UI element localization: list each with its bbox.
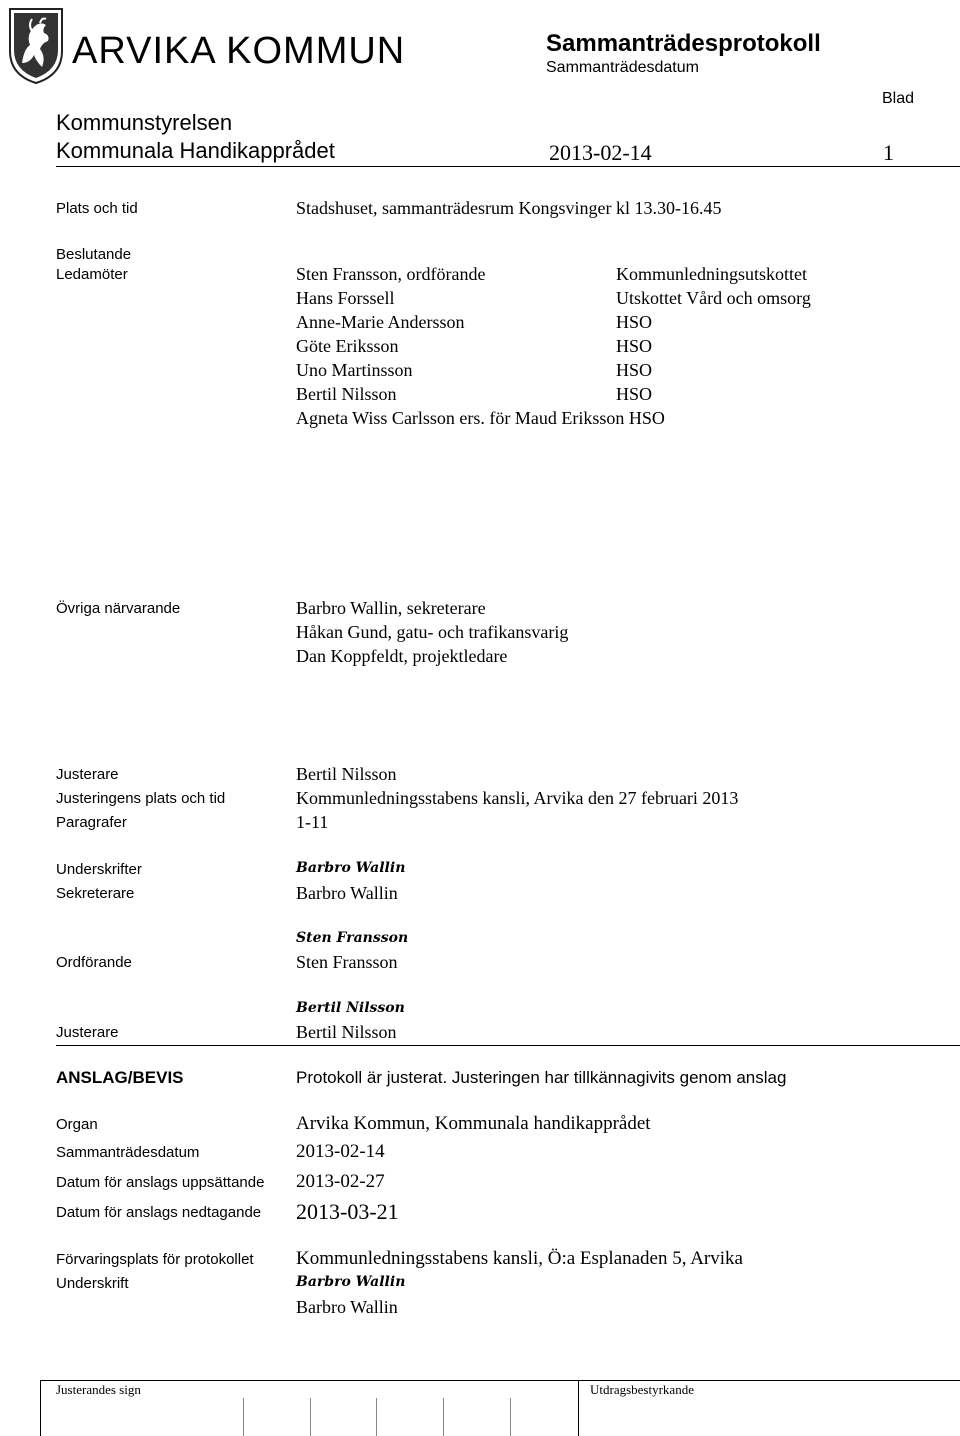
notice-statement: Protokoll är justerat. Justeringen har tillkännagivits genom anslag: [296, 1068, 787, 1087]
others-label: Övriga närvarande: [56, 600, 181, 617]
document-title: Sammanträdesprotokoll: [546, 30, 821, 57]
adjustment-place-label: Justeringens plats och tid: [56, 790, 226, 807]
member-name: Uno Martinsson: [296, 360, 413, 380]
deciding-label: Beslutande: [56, 246, 132, 263]
other-attendee: Dan Koppfeldt, projektledare: [296, 646, 508, 666]
member-org: HSO: [616, 336, 653, 356]
chair-name: Sten Fransson: [296, 952, 398, 972]
signature-label: Underskrift: [56, 1275, 129, 1292]
member-org: HSO: [616, 384, 653, 404]
substitute-member: Agneta Wiss Carlsson ers. för Maud Eriksson HSO: [296, 408, 665, 428]
adjuster-label: Justerare: [56, 766, 119, 783]
member-name: Sten Fransson, ordförande: [296, 264, 486, 284]
initials-label: Justerandes sign: [56, 1382, 141, 1397]
removed-label: Datum för anslags nedtagande: [56, 1204, 262, 1221]
member-name: Bertil Nilsson: [296, 384, 397, 404]
sheet-number: 1: [883, 140, 894, 165]
initials-box-divider: [310, 1398, 311, 1436]
extract-box-border: [578, 1380, 579, 1436]
notice-meeting-date-value: 2013-02-14: [296, 1141, 385, 1162]
paragraphs-value: 1-11: [296, 812, 329, 832]
member-name: Göte Eriksson: [296, 336, 399, 356]
crest-icon: [6, 5, 66, 85]
posted-value: 2013-02-27: [296, 1171, 385, 1192]
notice-signature-name: Barbro Wallin: [296, 1297, 398, 1317]
adjustment-place-value: Kommunledningsstabens kansli, Arvika den 27 februari 2013: [296, 788, 739, 808]
member-name: Anne-Marie Andersson: [296, 312, 465, 332]
member-org: HSO: [616, 312, 653, 332]
chair-label: Ordförande: [56, 954, 132, 971]
initials-box-divider: [510, 1398, 511, 1436]
other-attendee: Håkan Gund, gatu- och trafikansvarig: [296, 622, 569, 642]
initials-box-divider: [443, 1398, 444, 1436]
other-attendee: Barbro Wallin, sekreterare: [296, 598, 486, 618]
adjuster-value: Bertil Nilsson: [296, 764, 397, 784]
signature-adjuster-name: Bertil Nilsson: [296, 1022, 397, 1042]
removed-value: 2013-03-21: [296, 1199, 399, 1224]
meeting-date: 2013-02-14: [549, 140, 652, 165]
storage-label: Förvaringsplats för protokollet: [56, 1251, 254, 1268]
member-org: HSO: [616, 360, 653, 380]
organ-label: Organ: [56, 1116, 98, 1133]
members-label: Ledamöter: [56, 266, 128, 283]
footer-divider: [40, 1380, 960, 1381]
adjuster-signature: Bertil Nilsson: [296, 1000, 405, 1016]
member-name: Hans Forssell: [296, 288, 395, 308]
secretary-label: Sekreterare: [56, 885, 135, 902]
extract-label: Utdragsbestyrkande: [590, 1382, 694, 1397]
notice-heading: ANSLAG/BEVIS: [56, 1068, 184, 1087]
member-org: Kommunledningsutskottet: [616, 264, 807, 284]
document-subtitle: Sammanträdesdatum: [546, 59, 699, 76]
organ-value: Arvika Kommun, Kommunala handikapprådet: [296, 1113, 651, 1134]
secretary-signature: Barbro Wallin: [296, 860, 406, 876]
chair-signature: Sten Fransson: [296, 930, 409, 946]
board-name: Kommunstyrelsen: [56, 110, 233, 135]
sheet-label: Blad: [882, 90, 915, 107]
initials-box-divider: [376, 1398, 377, 1436]
place-label: Plats och tid: [56, 200, 138, 217]
secretary-name: Barbro Wallin: [296, 883, 398, 903]
storage-value: Kommunledningsstabens kansli, Ö:a Esplanaden 5, Arvika: [296, 1248, 743, 1269]
council-name: Kommunala Handikapprådet: [56, 138, 335, 163]
footer-left-border: [40, 1380, 41, 1436]
crest-logo: [6, 5, 66, 85]
signature-adjuster-label: Justerare: [56, 1024, 119, 1041]
place-value: Stadshuset, sammanträdesrum Kongsvinger kl 13.30-16.45: [296, 198, 722, 218]
notice-meeting-date-label: Sammanträdesdatum: [56, 1144, 200, 1161]
notice-signature: Barbro Wallin: [296, 1274, 406, 1290]
header-divider: [56, 166, 960, 167]
posted-label: Datum för anslags uppsättande: [56, 1174, 265, 1191]
notice-divider: [56, 1045, 960, 1046]
paragraphs-label: Paragrafer: [56, 814, 127, 831]
municipality-name: ARVIKA KOMMUN: [72, 30, 406, 72]
signatures-label: Underskrifter: [56, 861, 142, 878]
initials-box-divider: [243, 1398, 244, 1436]
member-org: Utskottet Vård och omsorg: [616, 288, 811, 308]
